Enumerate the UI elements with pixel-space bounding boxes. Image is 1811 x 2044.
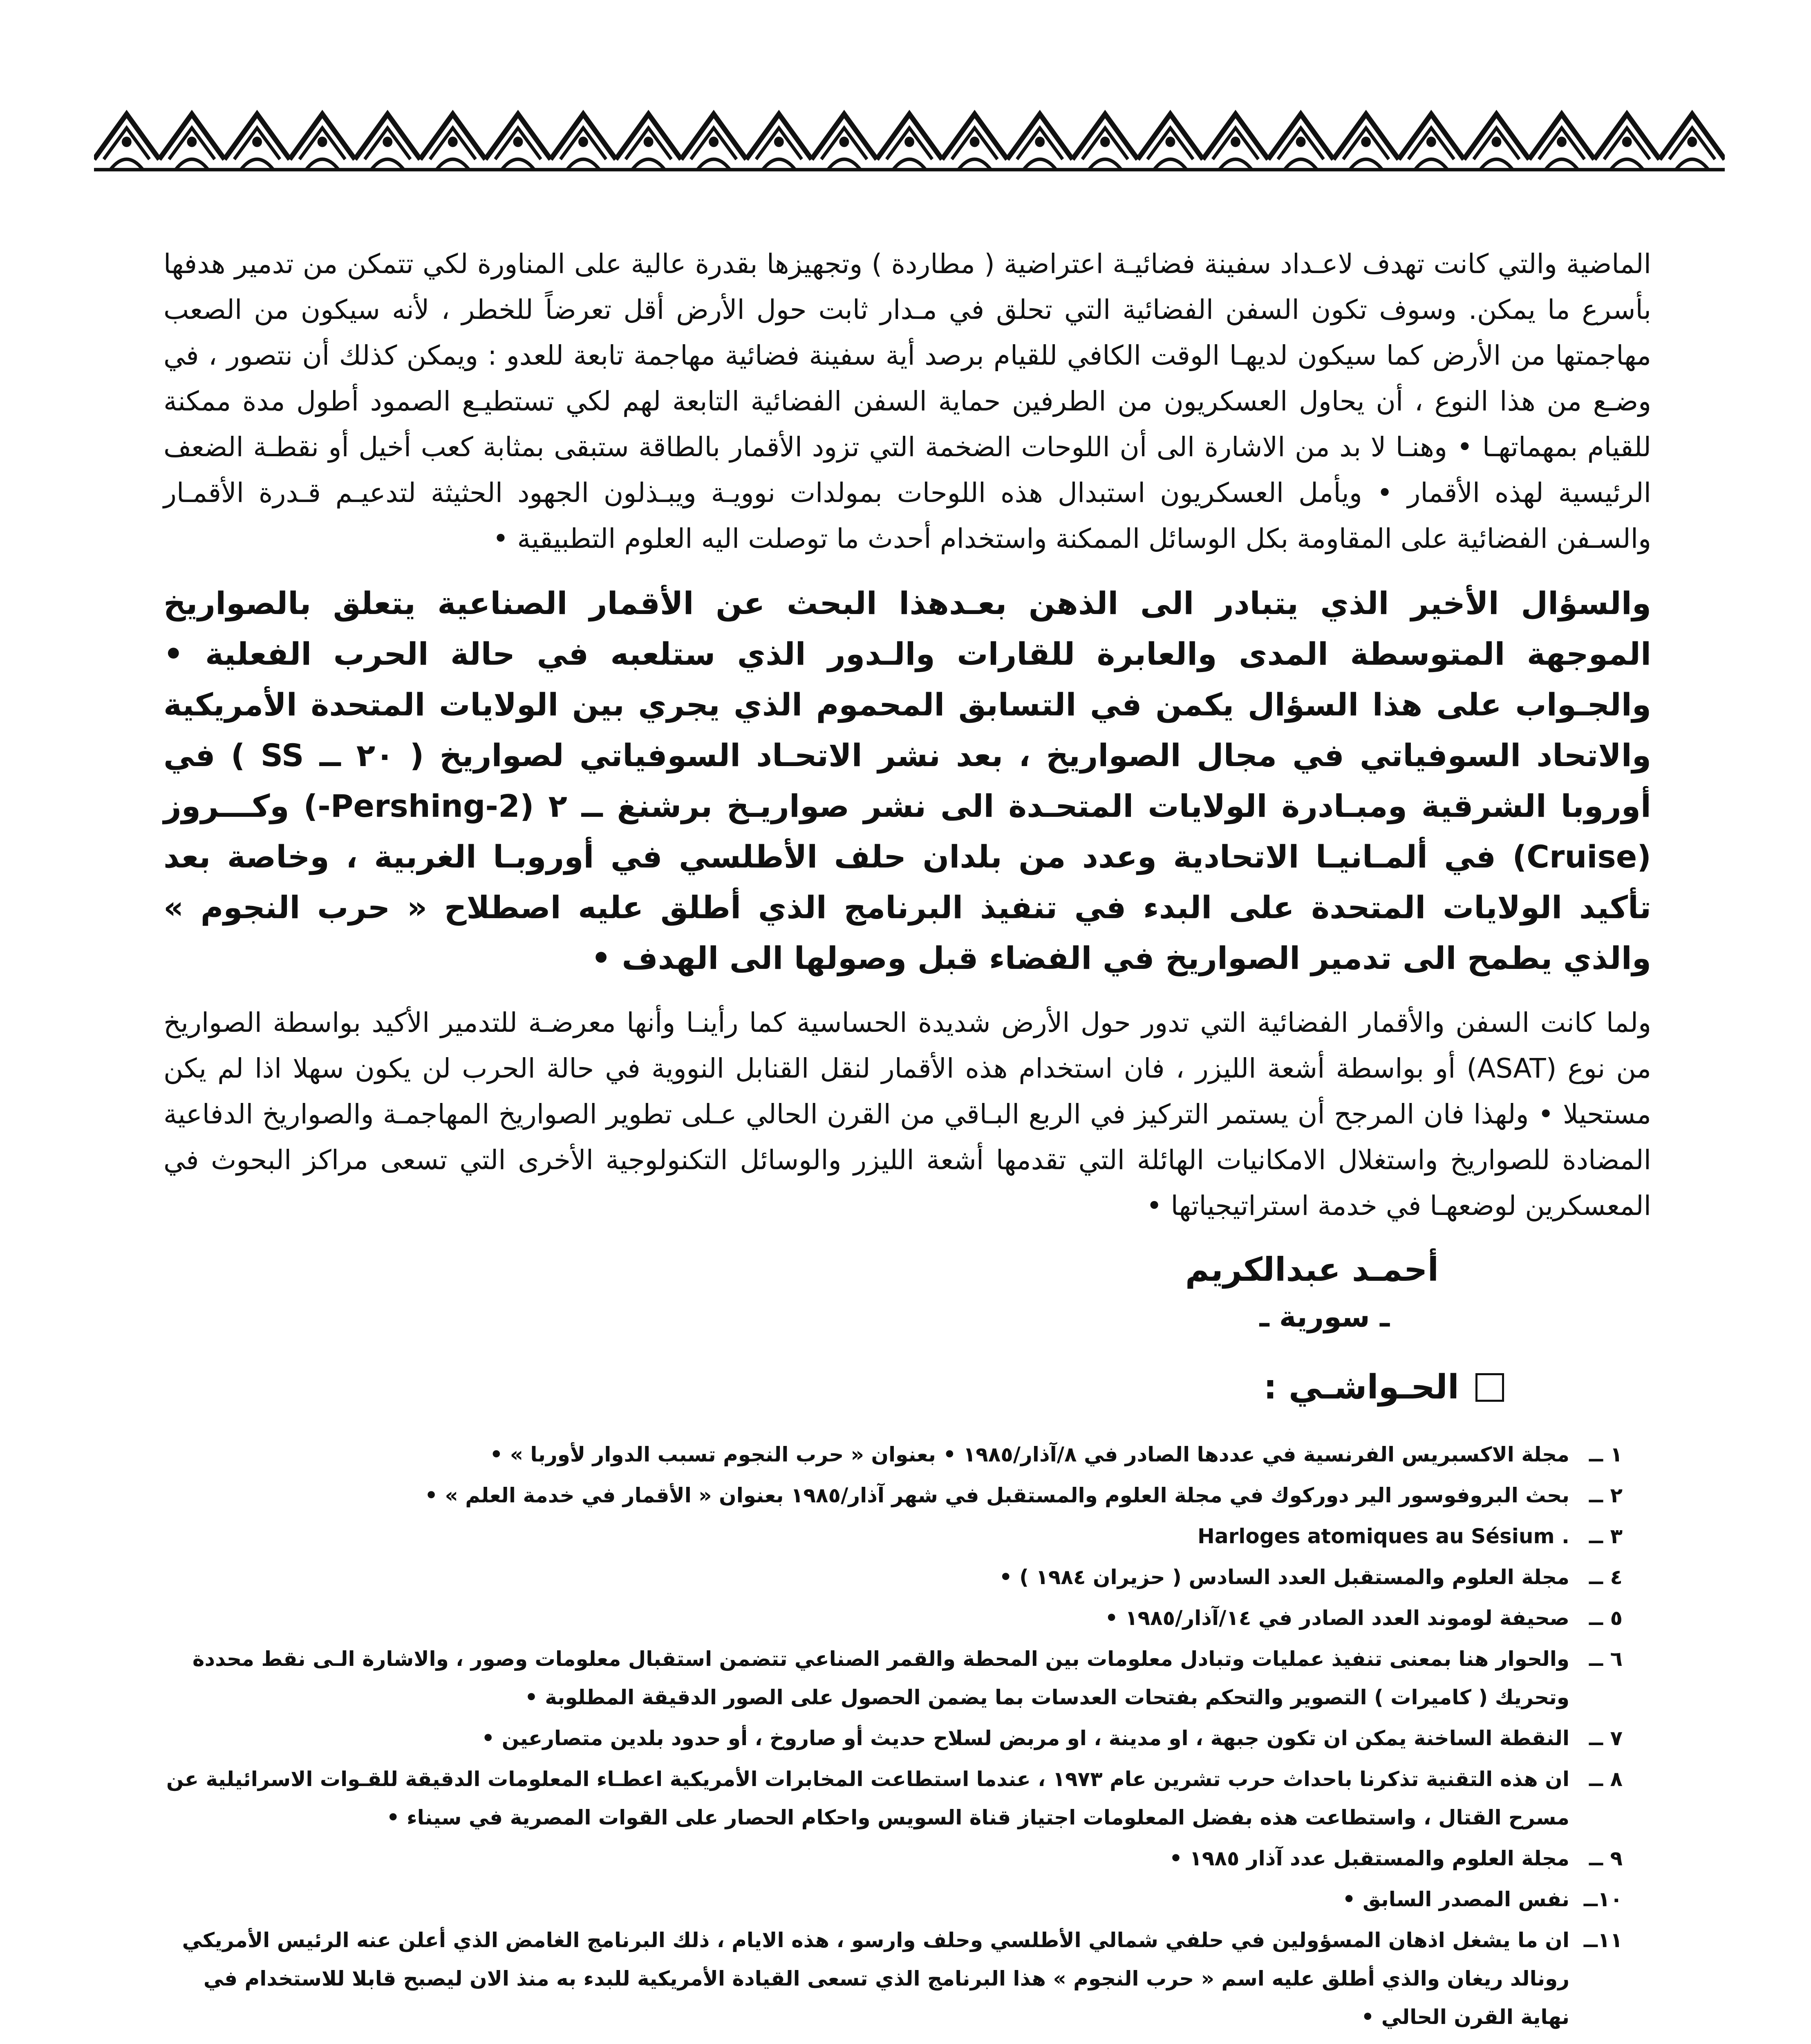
footnote-item — [163, 1839, 1623, 1878]
footnote-text: صحيفة لوموند العدد الصادر في ١٤/آذار/١٩٨٥ • — [1105, 1606, 1569, 1630]
footnote-item — [163, 1599, 1623, 1637]
footnote-number: ٤ ــ — [1589, 1565, 1623, 1589]
footnote-item — [163, 1921, 1623, 2036]
article-content — [163, 241, 1651, 2044]
body-paragraph-2: والسؤال الأخير الذي يتبادر الى الذهن بعـدهذا البحث عن الأقمار الصناعية يتعلق بالصواريخ الموجهة المتوسطة المدى والعابرة للقارات والـدور الذي ستلعبه في حالة الحرب الفعلية • والجـواب على هذا السؤال يكمن في التسابق المحموم الذي يجري بين الولايات المتحدة الأمريكية والاتحاد السوفياتي في مجال الصواريخ ، بعد نشر الاتحـاد السوفياتي لصواريخ ( ٢٠ ــ SS ) في أوروبا الشرقية ومبـادرة الولايات المتحـدة الى نشر صواريـخ برشنغ ــ ٢ (Pershing-2-) وكـــروز (Cruise) في ألمـانيـا الاتحادية وعدد من بلدان حلف الأطلسي في أوروبـا الغربية ، وخاصة بعد تأكيد الولايات المتحدة على البدء في تنفيذ البرنامج الذي أطلق عليه اصطلاح « حرب النجوم » والذي يطمح الى تدمير الصواريخ في الفضاء قبل وصولها الى الهدف • — [163, 585, 1651, 976]
notes-heading-label: الحـواشـي : — [1263, 1368, 1459, 1407]
footnote-text: نفس المصدر السابق • — [1342, 1887, 1569, 1911]
footnote-text — [163, 2039, 1569, 2044]
footnote-number — [1569, 2039, 1623, 2044]
footnote-item — [163, 1476, 1623, 1515]
footnote-text: النقطة الساخنة يمكن ان تكون جبهة ، او مدينة ، او مربض لسلاح حديث أو صاروخ ، أو حدود بلدين متصارعين • — [481, 1726, 1569, 1750]
footnote-number: ١ ــ — [1589, 1443, 1623, 1466]
footnote-number: ٥ ــ — [1589, 1606, 1623, 1630]
footnote-text: ان ما يشغل اذهان المسؤولين في حلفي شمالي الأطلسي وحلف وارسو ، هذه الايام ، ذلك البرنامج الغامض الذي أعلن عنه الرئيس الأمريكي رونالد ريغان والذي أطلق عليه اسم « حرب النجوم » هذا البرنامج الذي تسعى القيادة الأمريكية للبدء به منذ الان ليصبح قابلا للاستخدام في نهاية القرن الحالي • — [182, 1928, 1569, 2029]
footnote-text: بحث البروفوسور الير دوركوك في مجلة العلوم والمستقبل في شهر آذار/١٩٨٥ بعنوان « الأقمار في خدمة العلم » • — [425, 1484, 1569, 1507]
body-paragraph-3: ولما كانت السفن والأقمار الفضائية التي تدور حول الأرض شديدة الحساسية كما رأينـا وأنها معرضـة للتدمير الأكيد بواسطة الصواريخ من نوع (ASAT) أو بواسطة أشعة الليزر ، فان استخدام هذه الأقمار لنقل القنابل النووية في حالة الحرب لن يكون سهلا اذا لم يكن مستحيلا • ولهذا فان المرجح أن يستمر التركيز في الربع البـاقي من القرن الحالي عـلى تطوير الصواريخ المهاجمـة والصواريخ الدفاعية المضادة للصواريخ واستغلال الامكانيات الهائلة التي تقدمها أشعة الليزر والوسائل التكنولوجية الأخرى التي تسعى مراكز البحوث في المعسكرين لوضعهـا في خدمة استراتيجياتها • — [163, 1007, 1651, 1221]
footnote-item — [163, 1435, 1623, 1474]
author-name: أحمـد عبدالكريم — [1185, 1251, 1439, 1289]
footnote-number: ٦ ــ — [1589, 1647, 1623, 1671]
footnote-number: ٩ ــ — [1589, 1847, 1623, 1870]
footnote-text: مجلة العلوم والمستقبل عدد آذار ١٩٨٥ • — [1169, 1847, 1569, 1870]
body-paragraph-1: الماضية والتي كانت تهدف لاعـداد سفينة فضائيـة اعتراضية ( مطاردة ) وتجهيزها بقدرة عالية على المناورة لكي تتمكن من تدمير هدفها بأسرع ما يمكن. وسوف تكون السفن الفضائية التي تحلق في مـدار ثابت حول الأرض أقل تعرضاً للخطر ، لأنه سيكون من الصعب مهاجمتها من الأرض كما سيكون لديهـا الوقت الكافي للقيام برصد أية سفينة فضائية مهاجمة تابعة للعدو : ويمكن كذلك أن نتصور ، في وضـع من هذا النوع ، أن يحاول العسكريون من الطرفين حماية السفن الفضائية التابعة لهم لكي تستطيـع الصمود أطول مدة ممكنة للقيام بمهماتهـا • وهنـا لا بد من الاشارة الى أن اللوحات الضخمة التي تزود الأقمار بالطاقة ستبقى بمثابة كعب أخيل أو نقطـة الضعف الرئيسية لهذه الأقمار • ويأمل العسكريون استبدال هذه اللوحات بمولدات نوويـة ويبـذلون الجهود الحثيثة لتدعيـم قـدرة الأقمـار والسـفن الفضائية على المقاومة بكل الوسائل الممكنة واستخدام أحدث ما توصلت اليه العلوم التطبيقية • — [163, 248, 1651, 554]
footnote-number: ٢ ــ — [1589, 1484, 1623, 1507]
footnote-text: مجلة الاكسبريس الفرنسية في عددها الصادر في ٨/آذار/١٩٨٥ • بعنوان « حرب النجوم تسبب الدوار لأوربا » • — [490, 1443, 1569, 1466]
floral-border-ornament — [94, 107, 1725, 177]
footnote-number: ١٠ــ — [1583, 1887, 1623, 1911]
footnote-number: ٧ ــ — [1589, 1726, 1623, 1750]
footnote-item — [163, 1517, 1623, 1555]
footnote-item — [163, 2039, 1623, 2044]
footnote-text: والحوار هنا بمعنى تنفيذ عمليات وتبادل معلومات بين المحطة والقمر الصناعي تتضمن استقبال معلومات وصور ، والاشارة الـى نقط محددة وتحريك ( كاميرات ) التصوير والتحكم بفتحات العدسات بما يضمن الحصول على الصور الدقيقة المطلوبة • — [192, 1647, 1569, 1709]
footnote-item — [163, 1719, 1623, 1757]
notes-heading — [163, 1368, 1504, 1407]
footnote-item — [163, 1558, 1623, 1596]
footnotes-list — [163, 1435, 1623, 2044]
footnote-item — [163, 1880, 1623, 1918]
footnote-number: ٨ ــ — [1589, 1767, 1623, 1791]
footnote-text: مجلة العلوم والمستقبل العدد السادس ( حزيران ١٩٨٤ ) • — [999, 1565, 1569, 1589]
footnote-item — [163, 1640, 1623, 1717]
footnote-number: ٣ ــ — [1589, 1524, 1623, 1548]
footnote-item — [163, 1760, 1623, 1837]
author-country: ـ سورية ـ — [1259, 1300, 1390, 1334]
footnote-text: Harloges atomiques au Sésium . — [1198, 1524, 1569, 1548]
floral-border-ornament-icon — [94, 107, 1725, 177]
square-bullet-icon — [1475, 1373, 1504, 1402]
footnote-text: ان هذه التقنية تذكرنا باحداث حرب تشرين عام ١٩٧٣ ، عندما استطاعت المخابرات الأمريكية اعطـاء المعلومات الدقيقة للقـوات الاسرائيلية عن مسرح القتال ، واستطاعت هذه بفضل المعلومات اجتياز قناة السويس واحكام الحصار على القوات المصرية في سيناء • — [166, 1767, 1569, 1829]
footnote-number: ١١ــ — [1583, 1928, 1623, 1952]
